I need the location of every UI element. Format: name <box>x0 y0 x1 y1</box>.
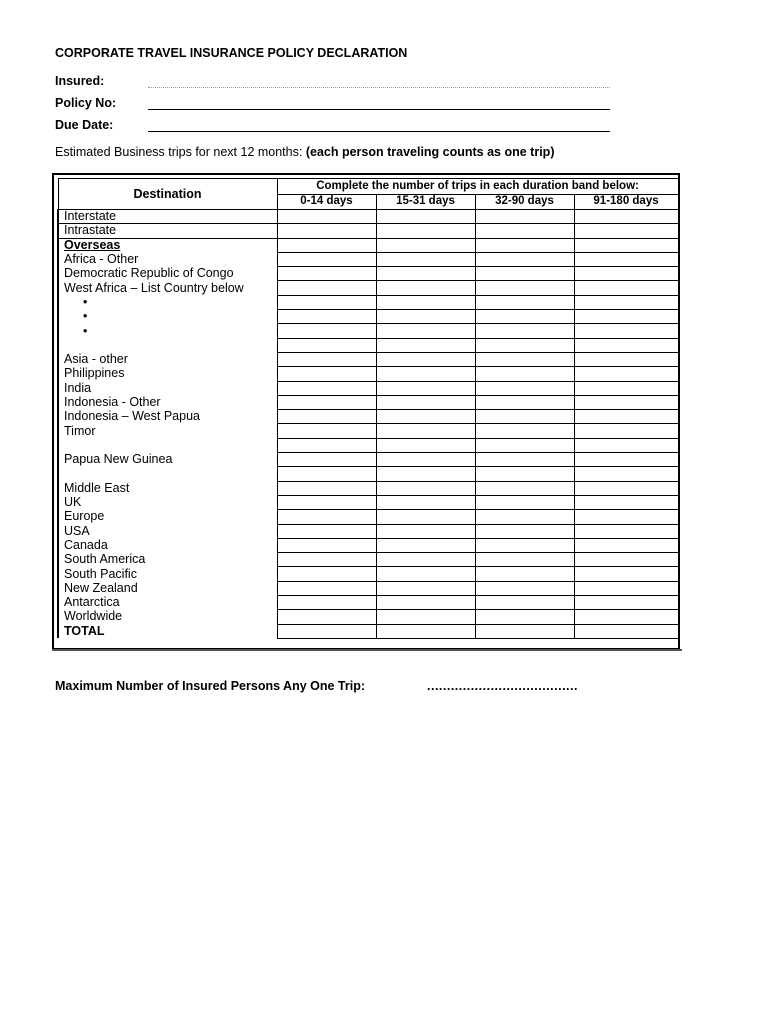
policy-no-field <box>55 96 610 112</box>
trip-count-cell[interactable] <box>277 438 376 452</box>
trip-count-cell[interactable] <box>475 367 574 381</box>
trip-count-cell[interactable] <box>376 538 475 552</box>
trip-count-cell[interactable] <box>475 252 574 266</box>
trip-count-cell[interactable] <box>277 424 376 438</box>
trips-table <box>57 178 679 639</box>
trip-count-cell[interactable] <box>574 624 678 638</box>
trip-count-cell[interactable] <box>277 338 376 352</box>
trip-count-cell[interactable] <box>277 310 376 324</box>
trip-count-cell[interactable] <box>376 252 475 266</box>
estimate-instruction <box>55 145 554 159</box>
destination-cell <box>58 610 277 624</box>
destination-label: Africa - Other <box>64 252 139 267</box>
destination-label: Philippines <box>64 366 125 381</box>
table-row <box>58 424 678 438</box>
trip-count-cell[interactable] <box>277 495 376 509</box>
table-row <box>58 624 678 638</box>
trip-count-cell[interactable] <box>277 295 376 309</box>
destination-label: Democratic Republic of Congo <box>64 266 234 281</box>
trip-count-cell[interactable] <box>277 267 376 281</box>
destination-cell <box>58 495 277 509</box>
max-persons-label: Maximum Number of Insured Persons Any One Trip: <box>55 679 366 693</box>
trip-count-cell[interactable] <box>475 538 574 552</box>
table-row <box>58 467 678 481</box>
band-header-32-90: 32-90 days <box>475 194 574 210</box>
trip-count-cell[interactable] <box>574 238 678 252</box>
destination-label: West Africa – List Country below <box>64 280 244 295</box>
trip-count-cell[interactable] <box>574 510 678 524</box>
destination-label: Canada <box>64 538 108 552</box>
insured-input-line[interactable] <box>148 87 610 88</box>
table-row <box>58 553 678 567</box>
trip-count-cell[interactable] <box>574 295 678 309</box>
trip-count-cell[interactable] <box>277 524 376 538</box>
trip-count-cell[interactable] <box>574 324 678 338</box>
trip-count-cell[interactable] <box>277 381 376 395</box>
destination-header: Destination <box>58 179 277 210</box>
trip-count-cell[interactable] <box>277 238 376 252</box>
trip-count-cell[interactable] <box>277 624 376 638</box>
trip-count-cell[interactable] <box>277 596 376 610</box>
table-row <box>58 610 678 624</box>
trip-count-cell[interactable] <box>376 210 475 224</box>
trip-count-cell[interactable] <box>277 252 376 266</box>
trip-count-cell[interactable] <box>475 453 574 467</box>
table-row <box>58 538 678 552</box>
destination-label: Overseas <box>64 238 121 252</box>
trip-count-cell[interactable] <box>574 581 678 595</box>
table-row <box>58 524 678 538</box>
trip-count-cell[interactable] <box>376 424 475 438</box>
duration-band-header: Complete the number of trips in each duration band below: <box>277 179 678 195</box>
table-row <box>58 510 678 524</box>
destination-cell <box>58 481 277 495</box>
trip-count-cell[interactable] <box>376 395 475 409</box>
trip-count-cell[interactable] <box>376 381 475 395</box>
trip-count-cell[interactable] <box>277 367 376 381</box>
table-row <box>58 495 678 509</box>
destination-cell <box>58 281 277 295</box>
trip-count-cell[interactable] <box>376 495 475 509</box>
trip-count-cell[interactable] <box>277 224 376 238</box>
destination-label: Middle East <box>64 481 130 495</box>
trip-count-cell[interactable] <box>574 381 678 395</box>
table-row <box>58 438 678 452</box>
trip-count-cell[interactable] <box>574 438 678 452</box>
trip-count-cell[interactable] <box>277 510 376 524</box>
trip-count-cell[interactable] <box>475 481 574 495</box>
destination-label: • <box>83 309 88 324</box>
destination-cell <box>58 510 277 524</box>
destination-label: TOTAL <box>64 624 105 638</box>
destination-label: • <box>83 323 88 338</box>
trip-count-cell[interactable] <box>376 438 475 452</box>
trip-count-cell[interactable] <box>574 567 678 581</box>
table-row <box>58 338 678 352</box>
trip-count-cell[interactable] <box>475 553 574 567</box>
trip-count-cell[interactable] <box>277 324 376 338</box>
destination-cell <box>58 210 277 224</box>
table-row <box>58 410 678 424</box>
trip-count-cell[interactable] <box>277 410 376 424</box>
trip-count-cell[interactable] <box>376 367 475 381</box>
destination-cell <box>58 324 277 338</box>
trip-count-cell[interactable] <box>475 438 574 452</box>
table-row <box>58 252 678 266</box>
trip-count-cell[interactable] <box>475 596 574 610</box>
trip-count-cell[interactable] <box>277 281 376 295</box>
destination-cell <box>58 596 277 610</box>
table-row <box>58 381 678 395</box>
destination-label: Indonesia – West Papua <box>64 409 200 424</box>
due-date-input-line[interactable] <box>148 131 610 132</box>
trip-count-cell[interactable] <box>574 495 678 509</box>
destination-label: USA <box>64 524 90 538</box>
trip-count-cell[interactable] <box>277 210 376 224</box>
trip-count-cell[interactable] <box>376 610 475 624</box>
trip-count-cell[interactable] <box>475 295 574 309</box>
destination-label: Papua New Guinea <box>64 452 173 467</box>
trip-count-cell[interactable] <box>277 467 376 481</box>
estimate-prefix: Estimated Business trips for next 12 months: <box>55 145 306 159</box>
trip-count-cell[interactable] <box>574 367 678 381</box>
band-header-15-31: 15-31 days <box>376 194 475 210</box>
table-row <box>58 324 678 338</box>
insured-field <box>55 74 610 90</box>
table-row <box>58 238 678 252</box>
trip-count-cell[interactable] <box>475 324 574 338</box>
destination-cell <box>58 338 277 352</box>
trip-count-cell[interactable] <box>574 210 678 224</box>
trip-count-cell[interactable] <box>376 238 475 252</box>
trip-count-cell[interactable] <box>376 410 475 424</box>
trip-count-cell[interactable] <box>376 338 475 352</box>
trip-count-cell[interactable] <box>574 453 678 467</box>
trip-count-cell[interactable] <box>277 581 376 595</box>
table-row <box>58 453 678 467</box>
trip-count-cell[interactable] <box>574 267 678 281</box>
destination-cell <box>58 252 277 266</box>
trip-count-cell[interactable] <box>376 295 475 309</box>
trip-count-cell[interactable] <box>475 281 574 295</box>
table-frame-shadow <box>52 649 682 651</box>
destination-label: Asia - other <box>64 352 128 367</box>
trip-count-cell[interactable] <box>574 610 678 624</box>
trip-count-cell[interactable] <box>574 310 678 324</box>
trip-count-cell[interactable] <box>574 338 678 352</box>
trip-count-cell[interactable] <box>277 453 376 467</box>
destination-cell <box>58 295 277 309</box>
insured-label: Insured: <box>55 74 105 88</box>
trip-count-cell[interactable] <box>574 424 678 438</box>
trip-count-cell[interactable] <box>376 281 475 295</box>
trip-count-cell[interactable] <box>574 538 678 552</box>
destination-label: Europe <box>64 509 105 524</box>
table-row <box>58 210 678 224</box>
destination-label: Worldwide <box>64 609 123 624</box>
trip-count-cell[interactable] <box>475 467 574 481</box>
band-header-0-14: 0-14 days <box>277 194 376 210</box>
destination-cell <box>58 438 277 452</box>
destination-label: Indonesia - Other <box>64 395 161 409</box>
destination-label: South America <box>64 552 146 567</box>
trip-count-cell[interactable] <box>376 524 475 538</box>
trip-count-cell[interactable] <box>376 310 475 324</box>
trip-count-cell[interactable] <box>376 553 475 567</box>
trip-count-cell[interactable] <box>574 410 678 424</box>
destination-cell <box>58 524 277 538</box>
table-row <box>58 481 678 495</box>
trip-count-cell[interactable] <box>574 352 678 366</box>
destination-label: UK <box>64 495 82 510</box>
table-row <box>58 281 678 295</box>
trip-count-cell[interactable] <box>574 524 678 538</box>
trip-count-cell[interactable] <box>475 424 574 438</box>
trip-count-cell[interactable] <box>376 510 475 524</box>
trip-count-cell[interactable] <box>277 481 376 495</box>
trip-count-cell[interactable] <box>475 624 574 638</box>
trip-count-cell[interactable] <box>475 524 574 538</box>
destination-cell <box>58 395 277 409</box>
trip-count-cell[interactable] <box>475 510 574 524</box>
trip-count-cell[interactable] <box>376 581 475 595</box>
destination-label: Antarctica <box>64 595 120 610</box>
destination-cell <box>58 624 277 638</box>
trip-count-cell[interactable] <box>574 395 678 409</box>
document-title: CORPORATE TRAVEL INSURANCE POLICY DECLARATION <box>55 46 408 60</box>
trip-count-cell[interactable] <box>376 481 475 495</box>
trip-count-cell[interactable] <box>277 553 376 567</box>
trip-count-cell[interactable] <box>376 267 475 281</box>
trip-count-cell[interactable] <box>475 495 574 509</box>
max-persons-input[interactable]: ...................................... <box>427 679 578 693</box>
destination-cell <box>58 467 277 481</box>
trip-count-cell[interactable] <box>277 538 376 552</box>
trip-count-cell[interactable] <box>574 281 678 295</box>
destination-label: Timor <box>64 423 96 438</box>
destination-cell <box>58 538 277 552</box>
trip-count-cell[interactable] <box>277 395 376 409</box>
table-row <box>58 295 678 309</box>
trip-count-cell[interactable] <box>376 624 475 638</box>
trip-count-cell[interactable] <box>475 581 574 595</box>
trip-count-cell[interactable] <box>475 338 574 352</box>
destination-cell <box>58 238 277 252</box>
trip-count-cell[interactable] <box>475 410 574 424</box>
table-row <box>58 581 678 595</box>
estimate-emphasis: (each person traveling counts as one trip) <box>305 145 555 159</box>
table-row <box>58 224 678 238</box>
trip-count-cell[interactable] <box>574 596 678 610</box>
destination-cell <box>58 567 277 581</box>
destination-cell <box>58 381 277 395</box>
destination-label: Interstate <box>64 209 117 224</box>
trip-count-cell[interactable] <box>574 553 678 567</box>
trip-count-cell[interactable] <box>475 381 574 395</box>
trip-count-cell[interactable] <box>574 481 678 495</box>
destination-cell <box>58 352 277 366</box>
policy-no-label: Policy No: <box>55 96 117 110</box>
destination-label: South Pacific <box>64 566 137 581</box>
due-date-label: Due Date: <box>55 118 114 132</box>
table-row <box>58 367 678 381</box>
trip-count-cell[interactable] <box>475 610 574 624</box>
trip-count-cell[interactable] <box>376 224 475 238</box>
table-row <box>58 267 678 281</box>
trip-count-cell[interactable] <box>574 252 678 266</box>
table-row <box>58 310 678 324</box>
destination-cell <box>58 310 277 324</box>
destination-cell <box>58 410 277 424</box>
trip-count-cell[interactable] <box>475 224 574 238</box>
destination-cell <box>58 224 277 238</box>
band-header-91-180: 91-180 days <box>574 194 678 210</box>
trip-count-cell[interactable] <box>376 596 475 610</box>
policy-no-input-line[interactable] <box>148 109 610 110</box>
trip-count-cell[interactable] <box>475 310 574 324</box>
trip-count-cell[interactable] <box>376 467 475 481</box>
destination-label: India <box>64 381 92 395</box>
trip-count-cell[interactable] <box>475 567 574 581</box>
destination-cell <box>58 367 277 381</box>
destination-label: • <box>83 295 88 309</box>
destination-label: Intrastate <box>64 223 117 238</box>
trip-count-cell[interactable] <box>475 267 574 281</box>
trip-count-cell[interactable] <box>277 610 376 624</box>
table-row <box>58 395 678 409</box>
trip-count-cell[interactable] <box>475 352 574 366</box>
destination-label: New Zealand <box>64 581 138 595</box>
trip-count-cell[interactable] <box>376 567 475 581</box>
table-row <box>58 352 678 366</box>
trip-count-cell[interactable] <box>376 324 475 338</box>
destination-cell <box>58 453 277 467</box>
trip-count-cell[interactable] <box>376 453 475 467</box>
destination-cell <box>58 581 277 595</box>
trip-count-cell[interactable] <box>277 567 376 581</box>
trip-count-cell[interactable] <box>376 352 475 366</box>
table-row <box>58 596 678 610</box>
trip-count-cell[interactable] <box>277 352 376 366</box>
trip-count-cell[interactable] <box>574 224 678 238</box>
trip-count-cell[interactable] <box>475 210 574 224</box>
destination-cell <box>58 553 277 567</box>
trip-count-cell[interactable] <box>475 238 574 252</box>
due-date-field <box>55 118 610 134</box>
trip-count-cell[interactable] <box>475 395 574 409</box>
destination-cell <box>58 424 277 438</box>
trip-count-cell[interactable] <box>574 467 678 481</box>
destination-cell <box>58 267 277 281</box>
table-row <box>58 567 678 581</box>
